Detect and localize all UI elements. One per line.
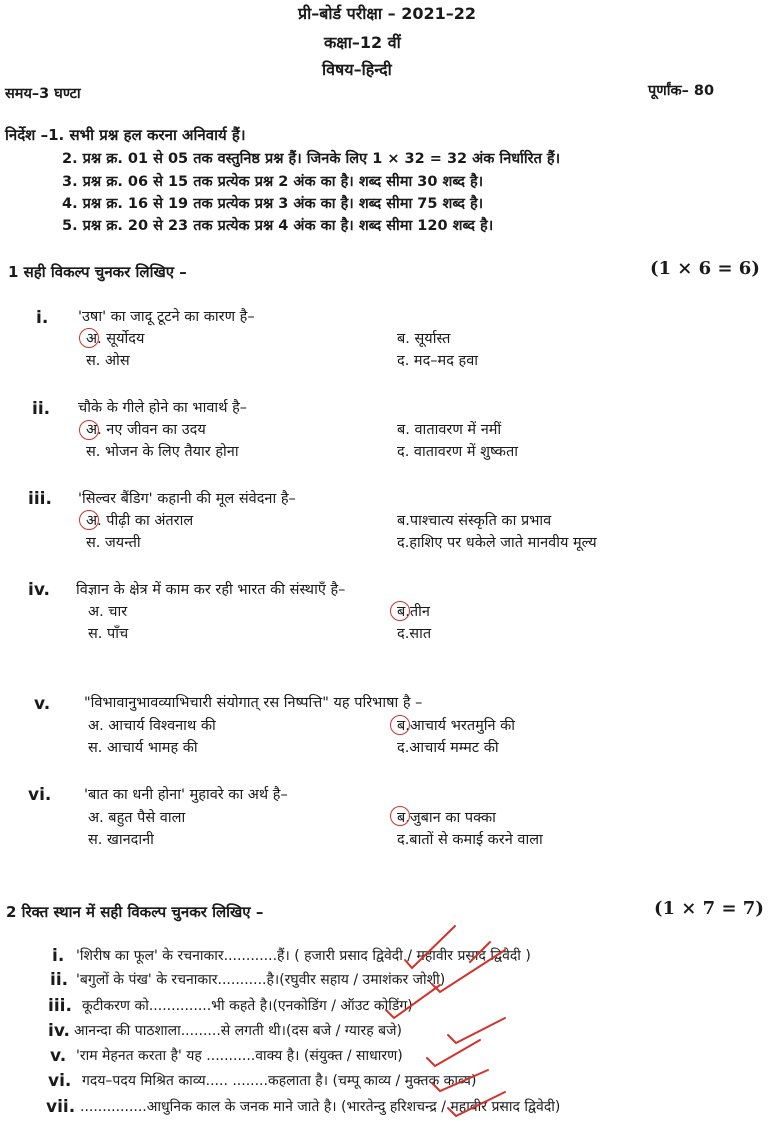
q6-option-b: ब.जुबान का पक्का <box>397 810 496 826</box>
section1-marks: (1 × 6 = 6) <box>650 258 760 279</box>
section1-heading: 1 सही विकल्प चुनकर लिखिए – <box>8 263 187 281</box>
q3-option-b: ब.पाश्चात्य संस्कृति का प्रभाव <box>397 513 552 529</box>
q2-text: चौके के गीले होने का भावार्थ है– <box>78 400 248 416</box>
q6-option-a: अ. बहुत पैसे वाला <box>88 810 186 826</box>
fill-q1-number: i. <box>52 946 65 966</box>
q3-number: iii. <box>28 489 52 509</box>
q3-option-c: स. जयन्ती <box>86 535 141 551</box>
q3-option-d: द.हाशिए पर धकेले जाते मानवीय मूल्य <box>397 535 597 551</box>
fill-q2-number: ii. <box>50 970 69 990</box>
q1-option-b: ब. सूर्यास्त <box>397 331 451 347</box>
q1-option-a: अ. सूर्योदय <box>86 331 145 347</box>
q5-text: "विभावानुभावव्याभिचारी संयोगात् रस निष्पत्ति" यह परिभाषा है – <box>84 695 423 711</box>
exam-title: प्री–बोर्ड परीक्षा – 2021–22 <box>298 4 476 23</box>
q6-option-c: स. खानदानी <box>88 832 154 848</box>
q2-option-a: अ. नए जीवन का उदय <box>86 422 206 438</box>
q5-option-b: ब.आचार्य भरतमुनि की <box>397 718 516 734</box>
instruction-2: 2. प्रश्न क्र. 01 से 05 तक वस्तुनिष्ठ प्रश्न हैं। जिनके लिए 1 × 32 = 32 अंक निर्धारित हैं। <box>62 151 561 167</box>
q1-option-c: स. ओस <box>86 353 130 369</box>
fill-q2-text: 'बगुलों के पंख' के रचनाकार...........है।(रघुवीर सहाय / उमाशंकर जोशी) <box>76 972 446 988</box>
time-label: समय–3 घण्टा <box>5 86 81 102</box>
fill-q1-text: 'शिरीष का फूल' के रचनाकार............हैं। ( हजारी प्रसाद द्विवेदी / महावीर प्रसाद द्विवेदी ) <box>76 948 531 964</box>
total-marks-label: पूर्णांक– 80 <box>648 83 715 99</box>
fill-q7-number: vii. <box>46 1097 76 1117</box>
q2-option-c: स. भोजन के लिए तैयार होना <box>86 444 239 460</box>
instruction-5: 5. प्रश्न क्र. 20 से 23 तक प्रत्येक प्रश्न 4 अंक का है। शब्द सीमा 120 शब्द है। <box>62 218 494 234</box>
fill-q6-text: गदय–पदय मिश्रित काव्य..... ........कहलाता है। (चम्पू काव्य / मुक्तक काव्य) <box>82 1073 477 1089</box>
q2-option-d: द. वातावरण में शुष्कता <box>397 444 518 460</box>
q4-text: विज्ञान के क्षेत्र में काम कर रही भारत की संस्थाएँ है– <box>76 582 346 598</box>
q5-option-d: द.आचार्य मम्मट की <box>397 740 499 756</box>
q3-text: 'सिल्वर बैंडिग' कहानी की मूल संवेदना है– <box>78 491 296 507</box>
fill-q6-number: vi. <box>48 1071 72 1091</box>
q1-option-d: द. मद–मद हवा <box>397 353 479 369</box>
q3-option-a: अ. पीढ़ी का अंतराल <box>86 513 194 529</box>
q6-option-d: द.बातों से कमाई करने वाला <box>397 832 543 848</box>
q5-option-a: अ. आचार्य विश्वनाथ की <box>88 718 216 734</box>
q6-number: vi. <box>28 785 52 805</box>
q4-option-c: स. पाँच <box>88 626 129 642</box>
fill-q4-number: iv. <box>48 1021 70 1041</box>
instruction-3: 3. प्रश्न क्र. 06 से 15 तक प्रत्येक प्रश्न 2 अंक का है। शब्द सीमा 30 शब्द है। <box>62 174 484 190</box>
section2-heading: 2 रिक्त स्थान में सही विकल्प चुनकर लिखिए – <box>6 903 264 921</box>
q4-option-d: द.सात <box>397 626 432 642</box>
q4-option-b: ब.तीन <box>397 604 430 620</box>
fill-q4-text: आनन्दा की पाठशाला.........से लगती थी।(दस बजे / ग्यारह बजे) <box>74 1023 402 1039</box>
q1-number: i. <box>36 308 49 328</box>
q6-text: 'बात का धनी होना' मुहावरे का अर्थ है– <box>84 787 288 803</box>
q4-option-a: अ. चार <box>88 604 128 620</box>
q1-text: 'उषा' का जादू टूटने का कारण है– <box>78 309 255 325</box>
q2-number: ii. <box>32 399 51 419</box>
fill-q7-text: ...............आधुनिक काल के जनक माने जाते है। (भारतेन्दु हरिशचन्द्र / महावीर प्रसाद द्विवेदी) <box>80 1099 561 1115</box>
class-label: कक्षा–12 वीं <box>324 33 401 52</box>
q2-option-b: ब. वातावरण में नमीं <box>397 422 502 438</box>
instruction-4: 4. प्रश्न क्र. 16 से 19 तक प्रत्येक प्रश्न 3 अंक का है। शब्द सीमा 75 शब्द है। <box>62 196 484 212</box>
subject-label: विषय–हिन्दी <box>322 60 392 79</box>
fill-q5-text: 'राम मेहनत करता है' यह ...........वाक्य है। (संयुक्त / साधारण) <box>76 1048 403 1064</box>
fill-q3-number: iii. <box>48 996 72 1016</box>
fill-q5-number: v. <box>50 1046 67 1066</box>
q5-number: v. <box>34 694 51 714</box>
fill-q3-text: कूटीकरण को..............भी कहते है।(एनकोडिंग / ऑउट कोडिंग) <box>82 998 413 1014</box>
instruction-1: निर्देश –1. सभी प्रश्न हल करना अनिवार्य हैं। <box>5 126 246 144</box>
q5-option-c: स. आचार्य भामह की <box>88 740 198 756</box>
section2-marks: (1 × 7 = 7) <box>654 898 764 919</box>
q4-number: iv. <box>28 580 50 600</box>
